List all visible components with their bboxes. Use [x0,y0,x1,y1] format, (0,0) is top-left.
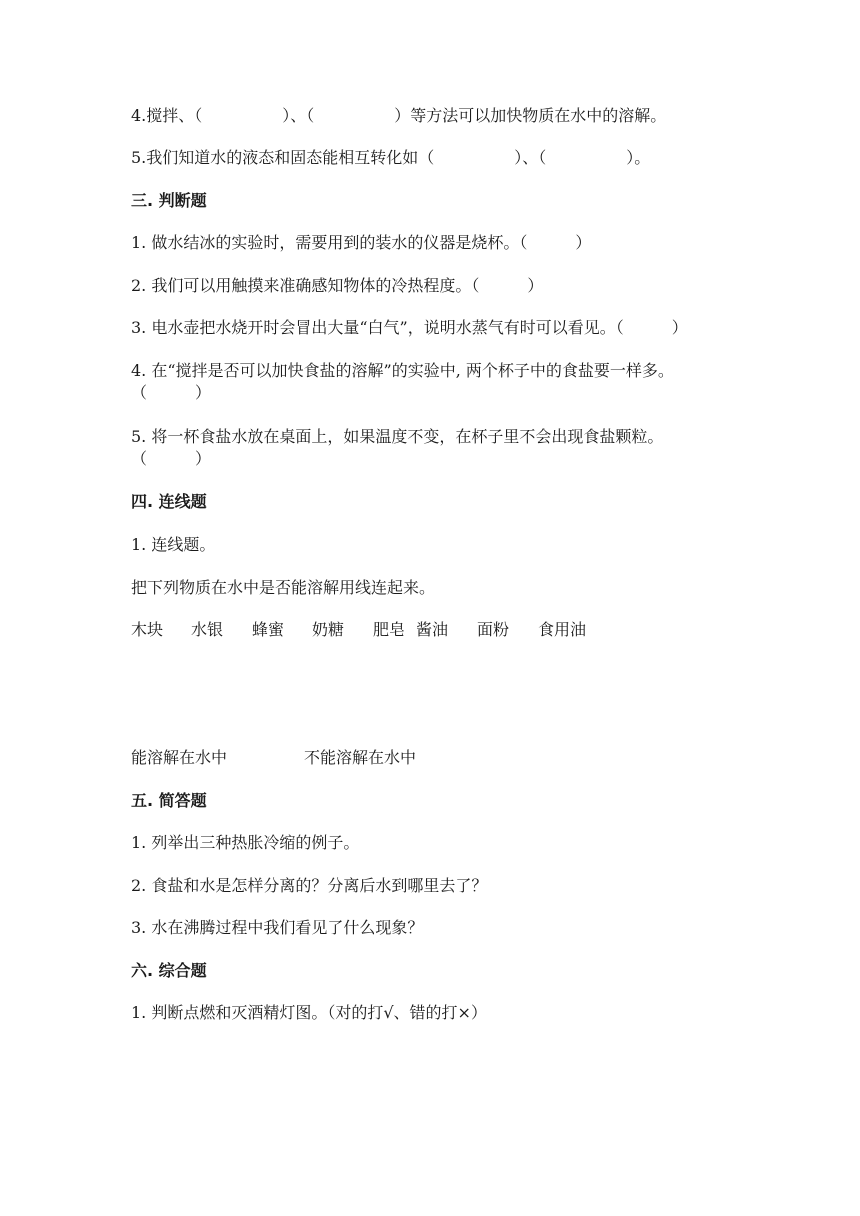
section-title-short: 五. 简答题 [131,791,207,810]
judge-question-4: 4. 在“搅拌是否可以加快食盐的溶解”的实验中, 两个杯子中的食盐要一样多。 [131,361,674,380]
fill-question-5 [131,148,650,168]
judge-question-1: 1. 做水结冰的实验时，需要用到的装水的仪器是烧杯。（ ） [131,233,592,252]
section-title-match: 四. 连线题 [131,492,207,511]
question-text-c: ）等方法可以加快物质在水中的溶解。 [394,106,667,125]
question-text-b: ）、（ [514,148,547,167]
question-text-b: ）、（ [282,106,315,125]
short-question-1: 1. 列举出三种热胀冷缩的例子。 [131,833,360,852]
match-item[interactable]: 面粉 [477,620,510,639]
judge-question-5: 5. 将一杯食盐水放在桌面上，如果温度不变，在杯子里不会出现食盐颗粒。 [131,427,664,446]
short-question-3: 3. 水在沸腾过程中我们看见了什么现象？ [131,918,424,937]
comp-question-1: 1. 判断点燃和灭酒精灯图。（对的打√、错的打×） [131,1003,487,1022]
question-number: 5. [131,148,147,167]
match-question-1: 1. 连线题。 [131,535,216,554]
judge-question-4-answer-paren[interactable]: （ ） [131,383,212,402]
question-text-c: ）。 [626,148,651,167]
match-item[interactable]: 奶糖 [312,620,345,639]
question-text-a: 搅拌、（ [146,106,203,125]
judge-question-3: 3. 电水壶把水烧开时会冒出大量“白气”，说明水蒸气有时可以看见。（ ） [131,318,688,337]
match-item[interactable]: 水银 [191,620,224,639]
section-title-comp: 六. 综合题 [131,961,207,980]
match-target-soluble[interactable]: 能溶解在水中 [131,748,228,767]
question-text-a: 我们知道水的液态和固态能相互转化如（ [146,148,435,167]
match-instruction: 把下列物质在水中是否能溶解用线连起来。 [131,578,436,597]
section-title-judge: 三. 判断题 [131,191,207,210]
judge-question-2: 2. 我们可以用触摸来准确感知物体的冷热程度。（ ） [131,276,544,295]
match-target-insoluble[interactable]: 不能溶解在水中 [304,748,417,767]
judge-question-5-answer-paren[interactable]: （ ） [131,449,212,468]
fill-question-4 [131,106,666,126]
question-number: 4. [131,106,147,125]
match-item[interactable]: 酱油 [416,620,449,639]
match-item[interactable]: 肥皂 [373,620,406,639]
match-item[interactable]: 蜂蜜 [252,620,285,639]
short-question-2: 2. 食盐和水是怎样分离的？分离后水到哪里去了？ [131,876,488,895]
match-item[interactable]: 食用油 [538,620,587,639]
match-item[interactable]: 木块 [131,620,164,639]
match-item-row [0,620,860,642]
